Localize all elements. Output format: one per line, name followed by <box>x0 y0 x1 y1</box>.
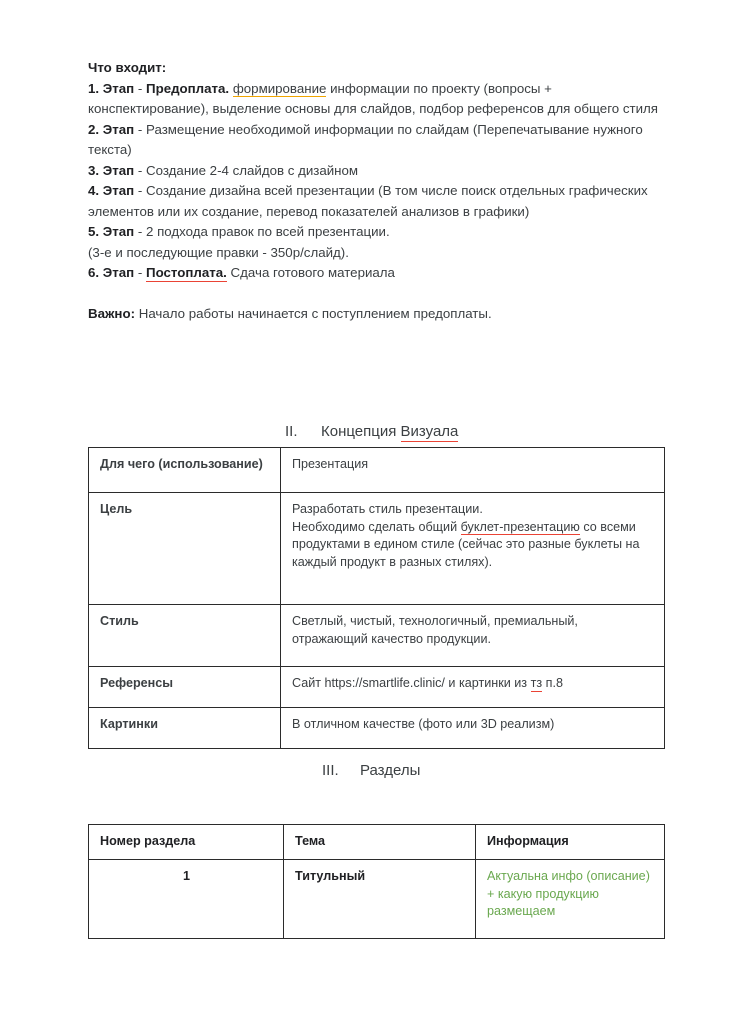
stage-1-lead: Предоплата. <box>146 80 230 96</box>
stage-4-rest: Создание дизайна всей презентации (В том числе поиск отдельных графических элементов или их создание, перевод показателей анализов в графики) <box>88 183 648 219</box>
stage-1-underlined-term: формирование <box>232 80 327 96</box>
stage-1-dash: - <box>134 80 147 96</box>
section-3-numeral: III. <box>322 762 339 779</box>
stage-item-3 <box>88 161 666 182</box>
concept-row-images-value: В отличном качестве (фото или 3D реализм) <box>281 708 665 749</box>
sections-table <box>88 824 665 939</box>
section-2-title-plain: Концепция <box>321 423 401 440</box>
stage-item-6 <box>88 263 666 284</box>
concept-row-goal-label: Цель <box>89 493 281 605</box>
section-2-numeral: II. <box>285 423 298 440</box>
sections-row-1-info: Актуальна инфо (описание) + какую продукцию размещаем <box>476 860 665 939</box>
intro-text-body <box>88 58 666 324</box>
stage-2-dash: - <box>134 121 147 137</box>
concept-row-style-value: Светлый, чистый, технологичный, премиальный, отражающий качество продукции. <box>281 605 665 667</box>
stage-2-number: 2. Этап <box>88 121 135 137</box>
stage-4-dash: - <box>134 183 147 198</box>
stage-6-rest: Сдача готового материала <box>226 265 395 280</box>
stage-1-rest: информации по проекту (вопросы + конспектирование), выделение основы для слайдов, подбор референсов для общего стиля <box>88 80 658 116</box>
stage-item-2 <box>88 120 666 161</box>
stage-3-number: 3. Этап <box>88 162 135 178</box>
section-3-title: Разделы <box>360 762 421 779</box>
concept-row-style-label: Стиль <box>89 605 281 667</box>
table-row <box>89 860 665 939</box>
concept-ref-underlined-term: тз <box>530 676 543 690</box>
concept-goal-line-2b: со всеми продуктами в едином стиле (сейчас это разные буклеты на каждый продукт в разных стилях). <box>292 519 640 569</box>
section-2-title-underlined: Визуала <box>400 423 459 440</box>
concept-row-use-value: Презентация <box>281 448 665 493</box>
sections-header-info: Информация <box>476 825 665 860</box>
table-row <box>89 708 665 749</box>
concept-row-use-label: Для чего (использование) <box>89 448 281 493</box>
concept-goal-line-1: Разработать стиль презентации. <box>292 502 483 516</box>
stage-5-rest: 2 подхода правок по всей презентации. <box>146 224 390 239</box>
stage-6-lead-postpayment: Постоплата. <box>146 265 227 280</box>
intro-title-text: Что входит: <box>88 60 167 75</box>
stage-6-number: 6. Этап <box>88 265 135 280</box>
important-note <box>88 304 666 325</box>
sections-header-theme: Тема <box>284 825 476 860</box>
stage-5-note-text: (3-е и последующие правки - 350р/слайд). <box>88 244 349 260</box>
table-row <box>89 605 665 667</box>
sections-row-1-theme: Титульный <box>284 860 476 939</box>
sections-row-1-number: 1 <box>89 860 284 939</box>
concept-row-references-label: Референсы <box>89 667 281 708</box>
concept-ref-text-a: Сайт https://smartlife.clinic/ и картинки из <box>292 676 531 690</box>
table-row <box>89 448 665 493</box>
intro-spacer <box>88 284 666 304</box>
intro-section <box>88 58 666 324</box>
table-row <box>89 667 665 708</box>
stage-item-5-note <box>88 243 666 264</box>
sections-header-number: Номер раздела <box>89 825 284 860</box>
concept-ref-text-b: п.8 <box>542 676 563 690</box>
stage-3-rest: Создание 2-4 слайдов с дизайном <box>146 162 359 178</box>
section-2-heading <box>285 421 458 443</box>
stage-2-rest: Размещение необходимой информации по слайдам (Перепечатывание нужного текста) <box>88 121 643 157</box>
section-2-title <box>321 421 458 443</box>
table-row <box>89 493 665 605</box>
important-note-label: Важно: <box>88 305 136 321</box>
stage-5-dash: - <box>134 224 147 239</box>
stage-5-number: 5. Этап <box>88 224 135 239</box>
important-note-text: Начало работы начинается с поступлением предоплаты. <box>135 305 492 321</box>
concept-row-images-label: Картинки <box>89 708 281 749</box>
intro-title <box>88 58 666 79</box>
stage-item-1 <box>88 79 666 120</box>
stage-6-dash: - <box>134 265 147 280</box>
concept-row-goal-value <box>281 493 665 605</box>
section-3-heading-row <box>322 760 420 782</box>
stage-item-4 <box>88 181 666 222</box>
stage-4-number: 4. Этап <box>88 183 135 198</box>
section-2-heading-row <box>285 421 458 443</box>
stage-item-5 <box>88 222 666 243</box>
stage-1-number: 1. Этап <box>88 80 135 96</box>
table-header-row <box>89 825 665 860</box>
concept-row-references-value <box>281 667 665 708</box>
concept-goal-underlined-term: буклет-презентацию <box>460 519 580 534</box>
section-3-heading <box>322 760 420 782</box>
concept-goal-line-2a: Необходимо сделать общий <box>292 519 461 534</box>
concept-table <box>88 447 665 749</box>
stage-3-dash: - <box>134 162 147 178</box>
